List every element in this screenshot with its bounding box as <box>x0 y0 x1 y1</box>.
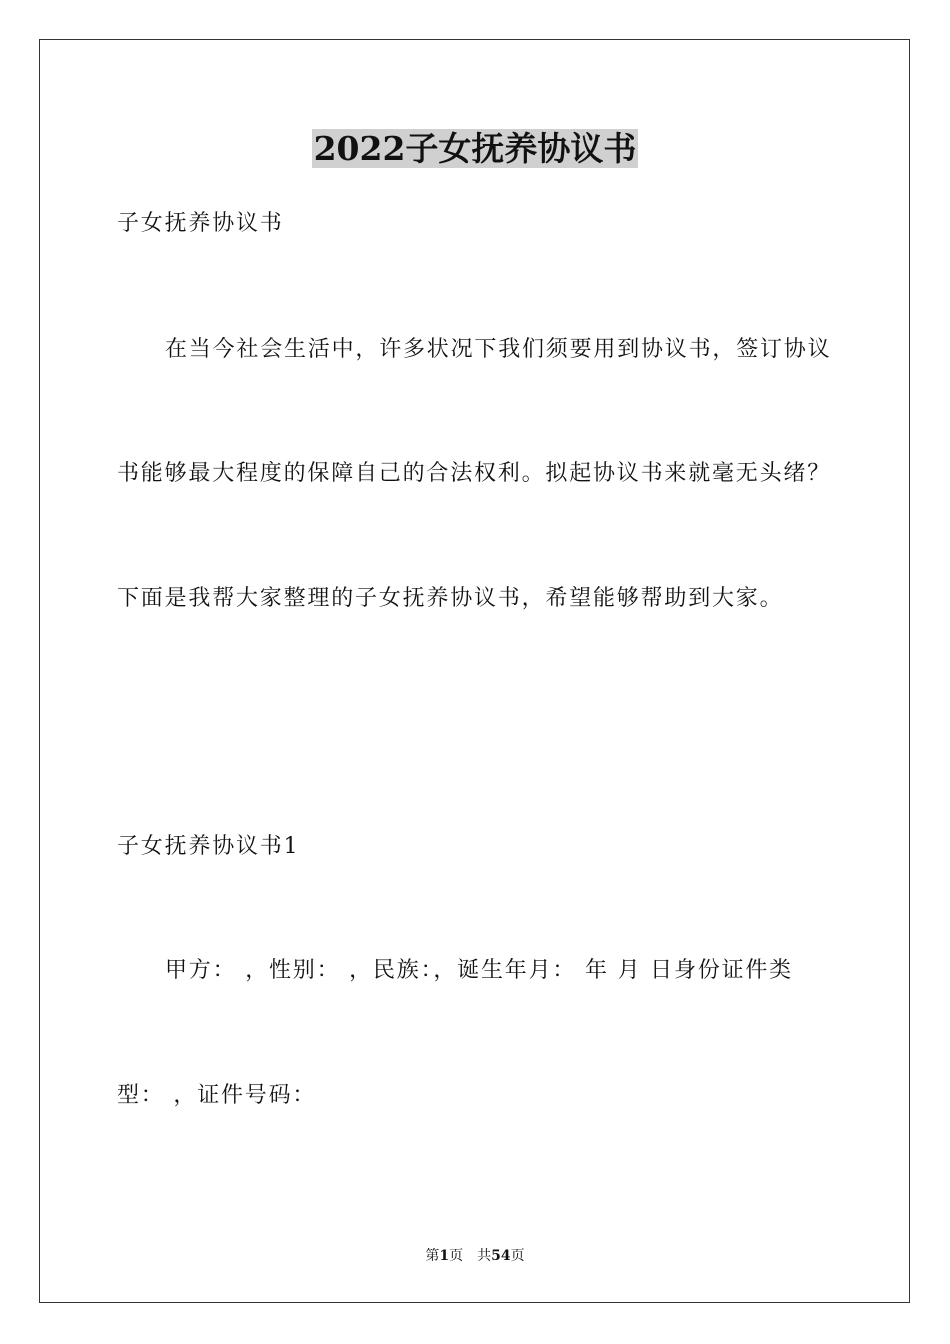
intro-line-1: 在当今社会生活中，许多状况下我们须要用到协议书，签订协议 <box>165 337 832 362</box>
party-line-1: 甲方： ，性别： ，民族：，诞生年月： 年 月 日身份证件类 <box>165 958 793 983</box>
document-title-text: 2022子女抚养协议书 <box>313 129 637 168</box>
footer-total-suffix: 页 <box>510 1248 525 1264</box>
document-title <box>0 126 950 172</box>
intro-line-3: 下面是我帮大家整理的子女抚养协议书，希望能够帮助到大家。 <box>117 586 784 611</box>
footer-page-suffix: 页 <box>449 1248 464 1264</box>
document-subtitle: 子女抚养协议书 <box>117 211 284 236</box>
intro-line-2: 书能够最大程度的保障自己的合法权利。拟起协议书来就毫无头绪？ <box>117 461 832 486</box>
footer-total-prefix: 共 <box>477 1248 492 1264</box>
section-heading: 子女抚养协议书1 <box>117 834 300 859</box>
footer-page-prefix: 第 <box>425 1248 440 1264</box>
page-footer <box>0 1247 950 1265</box>
footer-total-pages: 54 <box>491 1248 511 1264</box>
party-line-2: 型： ，证件号码： <box>117 1083 317 1108</box>
footer-page-number: 1 <box>439 1248 450 1264</box>
